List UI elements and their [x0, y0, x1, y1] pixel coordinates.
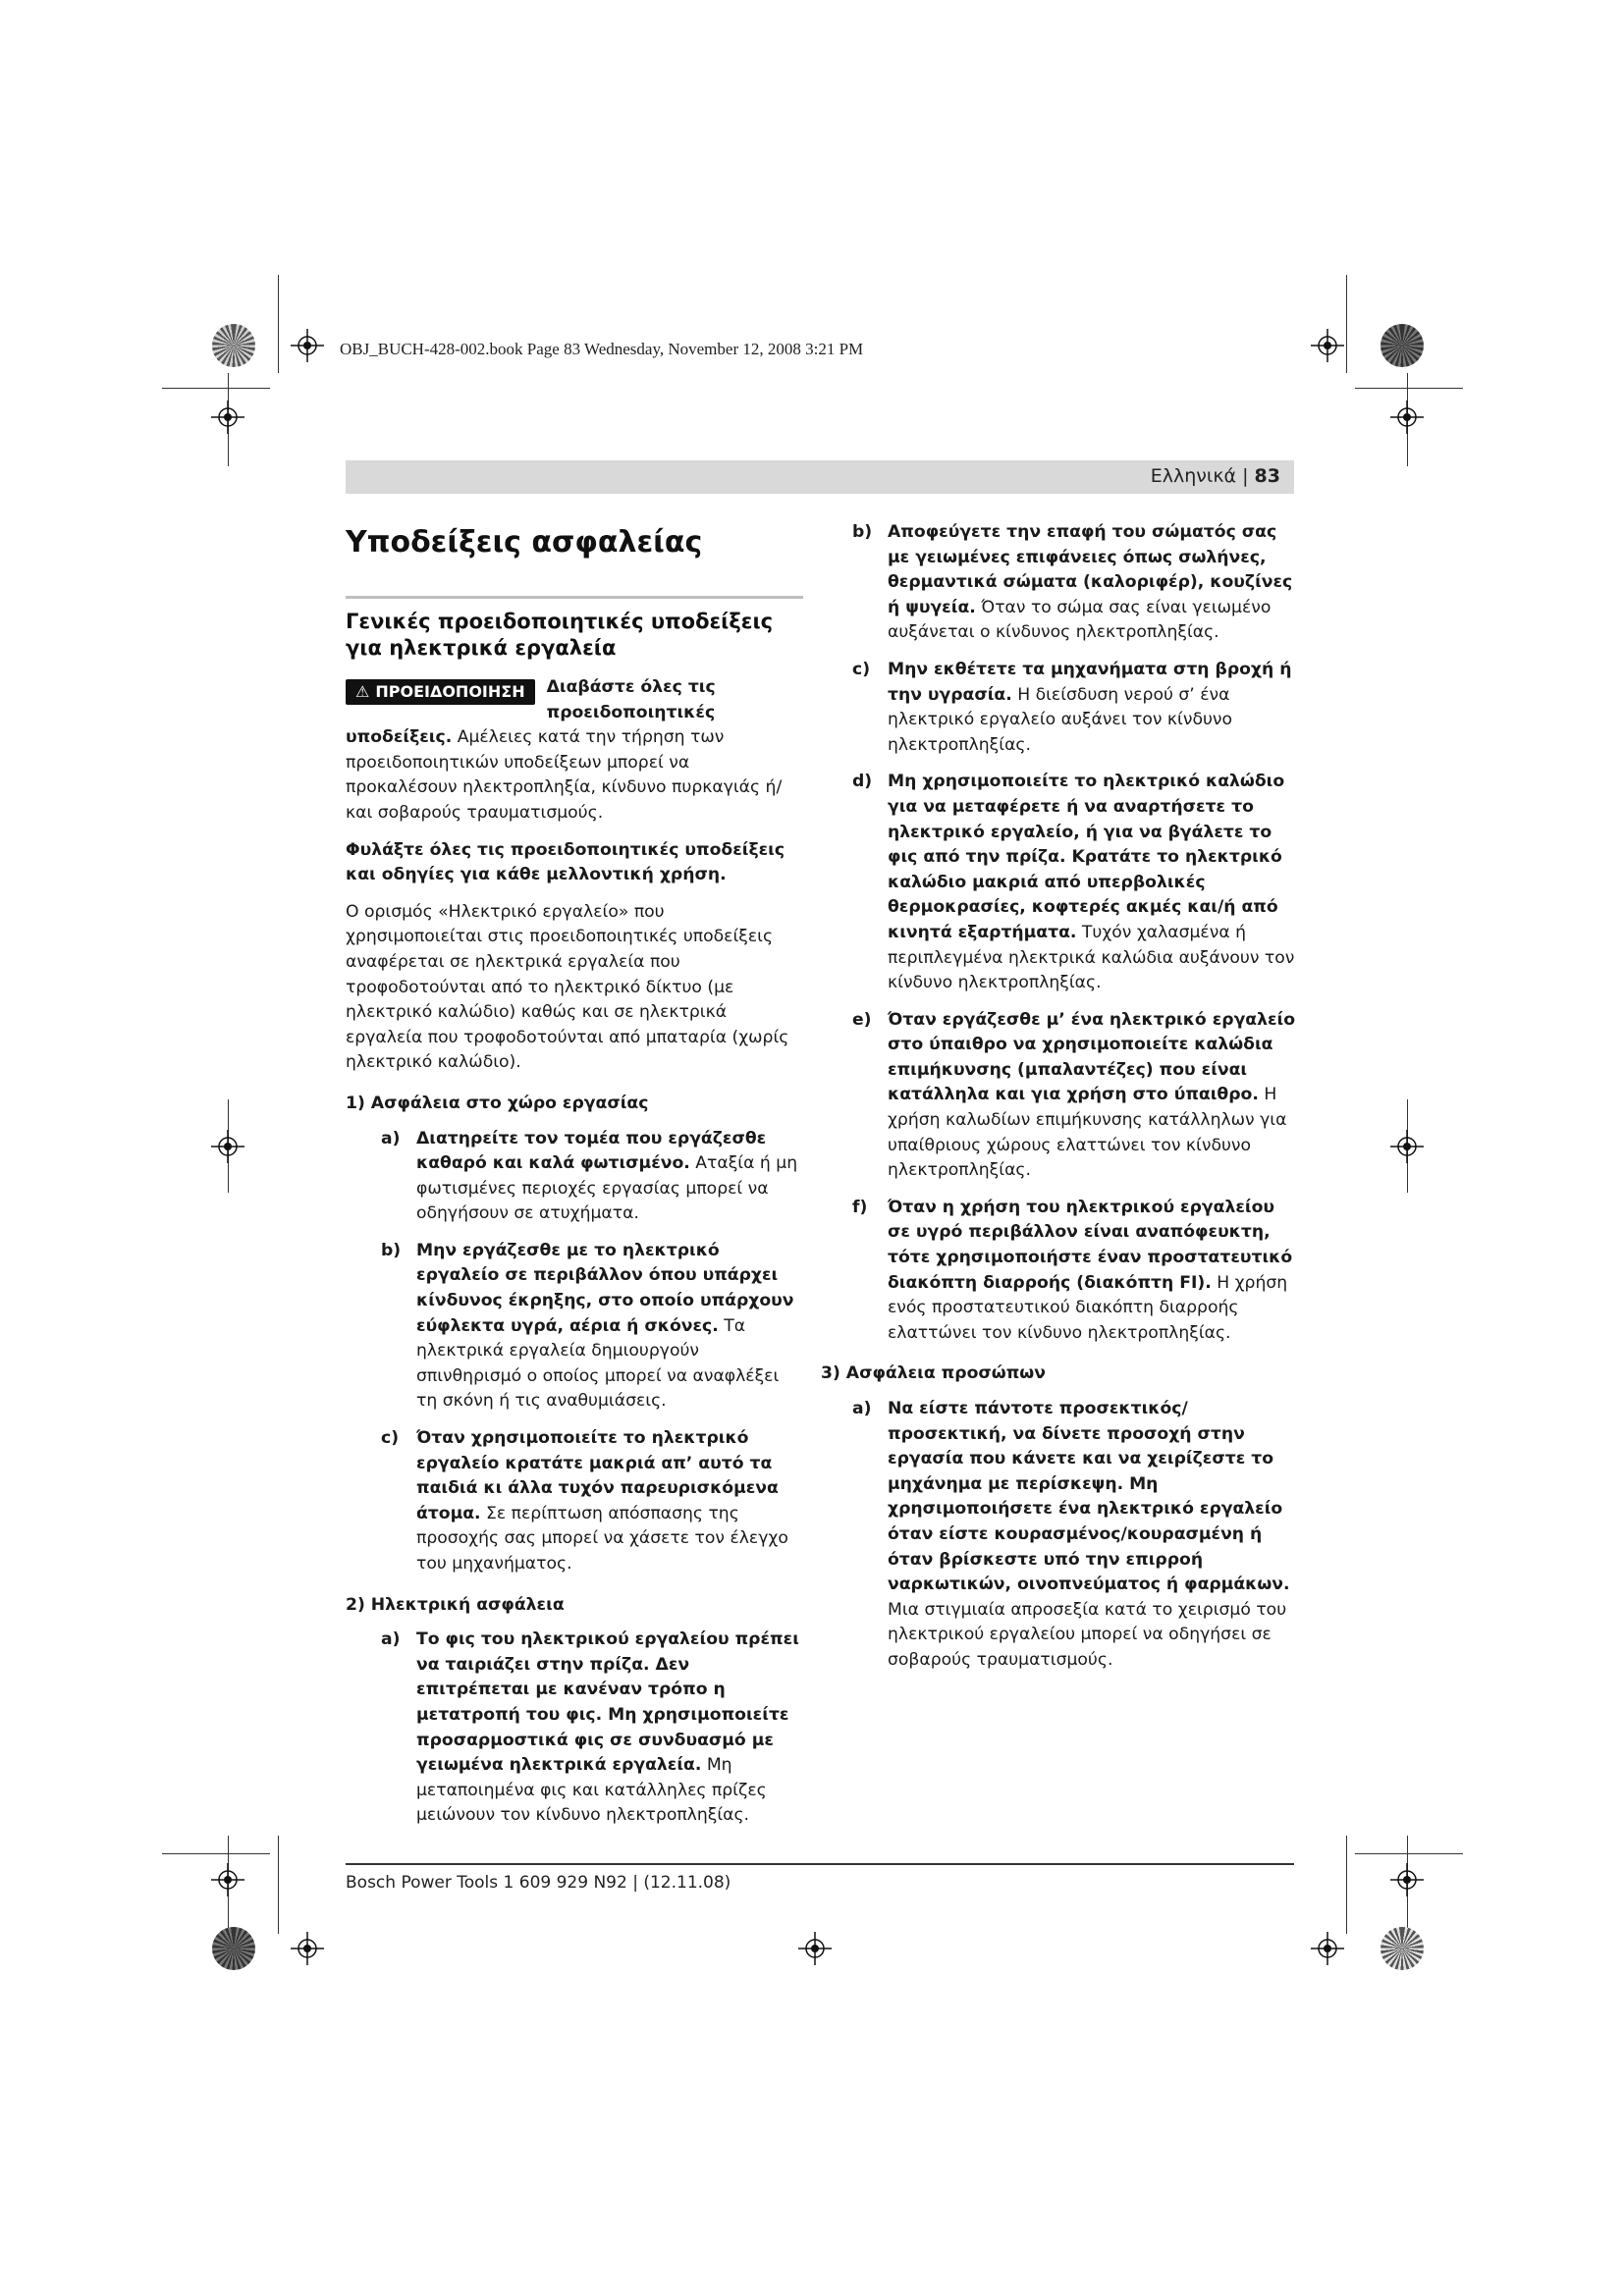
registration-crosshair-icon [291, 329, 324, 362]
item-label: b) [381, 1240, 402, 1260]
warning-label: ΠΡΟΕΙΔΟΠΟΙΗΣΗ [375, 682, 525, 701]
registration-crosshair-icon [211, 1130, 244, 1163]
header-separator: | [1236, 465, 1255, 487]
list-item [852, 1196, 1296, 1347]
list-item [852, 770, 1296, 995]
item-label: a) [852, 1399, 872, 1418]
item-text: Η χρήση ενός προστατευτικού διακόπτη διαρροής ελαττώνει τον κίνδυνο ηλεκτροπληξίας. [888, 1272, 1288, 1343]
registration-crosshair-icon [798, 1932, 832, 1965]
item-text: Όταν το σώμα σας είναι γειωμένο αυξάνεται ο κίνδυνος ηλεκτροπληξίας. [888, 597, 1272, 643]
warning-intro [346, 675, 803, 827]
keep-instructions-notice: Φυλάξτε όλες τις προειδοποιητικές υποδείξεις και οδηγίες για κάθε μελλοντική χρήση. [346, 839, 785, 885]
definition-paragraph: Ο ορισμός «Ηλεκτρικό εργαλείο» που χρησιμοποιείται στις προειδοποιητικές υποδείξεις αναφέρεται σε ηλεκτρικά εργαλεία που τροφοδοτούνται από το ηλεκτρικό δίκτυο (με ηλεκτρικό καλώδιο) καθώς και σε ηλεκτρικά εργαλεία που τροφοδοτούνται από μπαταρία (χωρίς ηλεκτρικό καλώδιο). [346, 901, 789, 1073]
crop-mark [1355, 1853, 1463, 1854]
footer-divider [346, 1863, 1294, 1865]
item-bold: Αποφεύγετε την επαφή του σώματός σας με γειωμένες επιφάνειες όπως σωλήνες, θερμαντικά σώματα (καλοριφέρ), κουζίνες ή ψυγεία. [888, 522, 1293, 617]
item-label: c) [852, 659, 871, 679]
registration-crosshair-icon [291, 1932, 324, 1965]
list-item [852, 520, 1296, 646]
right-column [821, 520, 1296, 1685]
item-text: Σε περίπτωση απόσπασης της προσοχής σας μπορεί να χάσετε τον έλεγχο του μηχανήματος. [416, 1503, 788, 1574]
crop-mark [1355, 388, 1463, 389]
list-item [381, 1426, 803, 1577]
item-text: Αταξία ή μη φωτισμένες περιοχές εργασίας μπορεί να οδηγήσουν σε ατυχήματα. [416, 1153, 798, 1224]
item-bold: Το φις του ηλεκτρικού εργαλείου πρέπει να ταιριάζει στην πρίζα. Δεν επιτρέπεται με κανέναν τρόπο η μετατροπή του φις. Μη χρησιμοποιείτε προσαρμοστικά φις σε συνδυασμό με γειωμένα ηλεκτρικά εργαλεία. [416, 1629, 799, 1776]
crop-mark [1346, 275, 1347, 373]
item-bold: Όταν χρησιμοποιείτε το ηλεκτρικό εργαλείο κρατάτε μακριά απ’ αυτό τα παιδιά κι άλλα τυχόν παρευρισκόμενα άτομα. [416, 1428, 779, 1523]
left-column [346, 525, 803, 1841]
item-text: Η διείσδυση νερού σ’ ένα ηλεκτρικό εργαλείο αυξάνει τον κίνδυνο ηλεκτροπληξίας. [888, 684, 1233, 755]
warning-triangle-icon: ⚠ [355, 682, 370, 701]
section-heading-personal: 3) Ασφάλεια προσώπων [821, 1363, 1046, 1384]
registration-crosshair-icon [211, 1863, 244, 1896]
item-bold: Μην εργάζεσθε με το ηλεκτρικό εργαλείο σε περιβάλλον όπου υπάρχει κίνδυνος έκρηξης, στο οποίο υπάρχουν εύφλεκτα υγρά, αέρια ή σκόνες. [416, 1240, 794, 1336]
registration-crosshair-icon [211, 400, 244, 434]
section-heading-electrical: 2) Ηλεκτρική ασφάλεια [346, 1594, 565, 1615]
registration-rosette-icon [212, 1927, 255, 1970]
item-label: a) [381, 1128, 401, 1148]
item-bold: Όταν εργάζεσθε μ’ ένα ηλεκτρικό εργαλείο στο ύπαιθρο να χρησιμοποιείτε καλώδια επιμήκυνσης (μπαλαντέζες) που είναι κατάλληλα και για χρήση στο ύπαιθρο. [888, 1009, 1296, 1105]
item-label: a) [381, 1629, 401, 1650]
section-subtitle: Γενικές προειδοποιητικές υποδείξεις για ηλεκτρικά εργαλεία [346, 610, 774, 660]
page-header-text [1151, 465, 1280, 487]
warning-badge [346, 679, 535, 705]
registration-rosette-icon [212, 324, 255, 367]
item-label: d) [852, 772, 873, 792]
item-text: Η χρήση καλωδίων επιμήκυνσης κατάλληλων για υπαίθριους χώρους ελαττώνει τον κίνδυνο ηλεκτροπληξίας. [888, 1085, 1287, 1181]
warning-intro-bold: Διαβάστε όλες τις προειδοποιητικές υποδείξεις. [346, 677, 716, 748]
list-item [852, 1397, 1296, 1674]
crop-mark [162, 1853, 270, 1854]
list-item [381, 1239, 803, 1415]
header-language: Ελληνικά [1150, 465, 1237, 487]
crop-mark [1346, 1836, 1347, 1934]
item-label: b) [852, 522, 873, 542]
item-text: Τυχόν χαλασμένα ή περιπλεγμένα ηλεκτρικά καλώδια αυξάνουν τον κίνδυνο ηλεκτροπληξίας. [888, 922, 1295, 993]
registration-crosshair-icon [1390, 1863, 1424, 1896]
title-divider [346, 596, 803, 599]
page-number: 83 [1254, 465, 1280, 487]
crop-mark [162, 388, 270, 389]
registration-crosshair-icon [1311, 329, 1344, 362]
list-item [381, 1628, 803, 1829]
list-item [381, 1127, 803, 1227]
item-bold: Να είστε πάντοτε προσεκτικός/προσεκτική, να δίνετε προσοχή στην εργασία που κάνετε και να χειρίζεστε το μηχάνημα με περίσκεψη. Μη χρησιμοποιήσετε ένα ηλεκτρικό εργαλείο όταν είστε κουρασμένος/κουρασμένη ή όταν βρίσκεστε υπό την επιρροή ναρκωτικών, οινοπνεύματος ή φαρμάκων. [888, 1399, 1290, 1595]
page-header [346, 460, 1294, 494]
crop-mark [278, 1836, 279, 1934]
registration-crosshair-icon [1311, 1932, 1344, 1965]
warning-intro-text: Αμέλειες κατά την τήρηση των προειδοποιητικών υποδείξεων μπορεί να προκαλέσουν ηλεκτροπληξία, κίνδυνο πυρκαγιάς ή/και σοβαρούς τραυματισμούς. [346, 727, 783, 823]
registration-rosette-icon [1380, 1927, 1424, 1970]
item-text: Μια στιγμιαία απροσεξία κατά το χειρισμό του ηλεκτρικού εργαλείου μπορεί να οδηγήσει σε σοβαρούς τραυματισμούς. [888, 1599, 1287, 1670]
item-label: c) [381, 1428, 400, 1449]
item-bold: Όταν η χρήση του ηλεκτρικού εργαλείου σε υγρό περιβάλλον είναι αναπόφευκτη, τότε χρησιμοποιήστε έναν προστατευτικό διακόπτη διαρροής (διακόπτη FI). [888, 1197, 1293, 1293]
item-bold: Μην εκθέτετε τα μηχανήματα στη βροχή ή την υγρασία. [888, 659, 1292, 705]
print-slug: OBJ_BUCH-428-002.book Page 83 Wednesday, November 12, 2008 3:21 PM [340, 340, 864, 358]
crop-mark [278, 275, 279, 373]
item-bold: Διατηρείτε τον τομέα που εργάζεσθε καθαρό και καλά φωτισμένο. [416, 1128, 767, 1174]
list-item [852, 1008, 1296, 1184]
page-title: Υποδείξεις ασφαλείας [346, 525, 703, 560]
page-footer: Bosch Power Tools 1 609 929 N92 | (12.11.08) [346, 1873, 731, 1893]
item-bold: Μη χρησιμοποιείτε το ηλεκτρικό καλώδιο για να μεταφέρετε ή να αναρτήσετε το ηλεκτρικό εργαλείο, ή για να βγάλετε το φις από την πρίζα. Κρατάτε το ηλεκτρικό καλώδιο μακριά από υπερβολικές θερμοκρασίες, κοφτερές ακμές και/ή από κινητά εξαρτήματα. [888, 772, 1285, 942]
registration-crosshair-icon [1390, 1130, 1424, 1163]
list-item [852, 658, 1296, 758]
section-heading-work-area: 1) Ασφάλεια στο χώρο εργασίας [346, 1093, 649, 1113]
registration-crosshair-icon [1390, 400, 1424, 434]
item-label: f) [852, 1197, 868, 1217]
item-text: Μη μεταποιημένα φις και κατάλληλες πρίζες μειώνουν τον κίνδυνο ηλεκτροπληξίας. [416, 1755, 767, 1826]
item-label: e) [852, 1009, 872, 1030]
item-text: Τα ηλεκτρικά εργαλεία δημιουργούν σπινθηρισμό ο οποίος μπορεί να αναφλέξει τη σκόνη ή τις αναθυμιάσεις. [416, 1315, 780, 1412]
registration-rosette-icon [1380, 324, 1424, 367]
